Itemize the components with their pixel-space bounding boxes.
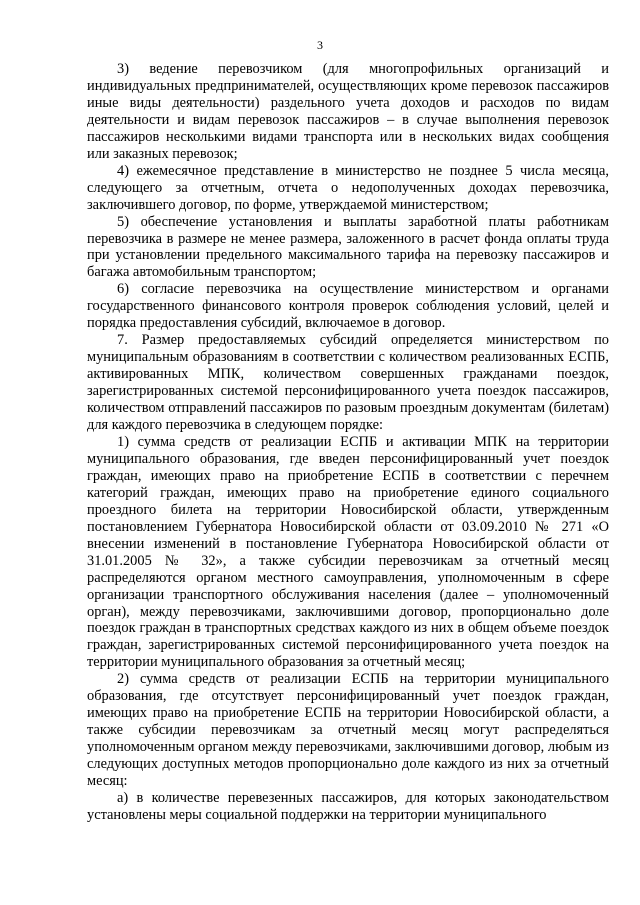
paragraph-item-6: 6) согласие перевозчика на осуществление министерством и органами государственного финансового контроля проверок соблюдения условий, целей и порядка предоставления субсидий, включаемое в договор. [87, 281, 609, 332]
paragraph-item-3: 3) ведение перевозчиком (для многопрофильных организаций и индивидуальных предпринимателей, осуществляющих кроме перевозок пассажиров иные виды деятельности) раздельного учета доходов и расходов по видам деятельности и видам перевозок пассажиров – в случае выполнения перевозок пассажиров несколькими видами транспорта или в нескольких видах сообщения или заказных перевозок; [87, 61, 609, 162]
paragraph-subitem-a: а) в количестве перевезенных пассажиров, для которых законодательством установлены меры социальной поддержки на территории муниципального [87, 789, 609, 823]
paragraph-item-4: 4) ежемесячное представление в министерство не позднее 5 числа месяца, следующего за отчетным, отчета о недополученных доходах перевозчика, заключившего договор, по форме, утверждаемой министерством; [87, 162, 609, 213]
page-number: 3 [317, 38, 323, 52]
document-body [87, 61, 609, 824]
paragraph-clause-7: 7. Размер предоставляемых субсидий определяется министерством по муниципальным образованиям в соответствии с количеством реализованных ЕСПБ, активированных МПК, количеством совершенных гражданами поездок, зарегистрированных системой персонифицированного учета поездок пассажиров, количеством отправлений пассажиров по разовым проездным документам (билетам) для каждого перевозчика в следующем порядке: [87, 332, 609, 434]
paragraph-subitem-1: 1) сумма средств от реализации ЕСПБ и активации МПК на территории муниципального образования, где введен персонифицированный учет поездок граждан, имеющих право на приобретение ЕСПБ в соответствии с перечнем категорий граждан, имеющих право на приобретение единого социального проездного билета на территории Новосибирской области, утвержденным постановлением Губернатора Новосибирской области от 03.09.2010 № 271 «О внесении изменений в постановление Губернатора Новосибирской области от 31.01.2005 № 32», а также субсидии перевозчикам за отчетный месяц распределяются органом местного самоуправления, уполномоченным в сфере организации транспортного обслуживания населения (далее – уполномоченный орган), между перевозчиками, заключившими договор, пропорционально доле поездок граждан в транспортных средствах каждого из них в общем объеме поездок граждан, зарегистрированных системой персонифицированного учета поездок на территории муниципального образования за отчетный месяц; [87, 433, 609, 671]
paragraph-subitem-2: 2) сумма средств от реализации ЕСПБ на территории муниципального образования, где отсутствует персонифицированный учет поездок граждан, имеющих право на приобретение ЕСПБ на территории Новосибирской области, а также субсидии перевозчикам за отчетный месяц могут распределяться уполномоченным органом между перевозчиками, заключившими договор, любым из следующих доступных методов пропорционально доле каждого из них за отчетный месяц: [87, 671, 609, 790]
paragraph-item-5: 5) обеспечение установления и выплаты заработной платы работникам перевозчика в размере не менее размера, заложенного в расчет фонда оплаты труда при установлении предельного максимального тарифа на перевозку пассажиров и багажа автомобильным транспортом; [87, 213, 609, 281]
